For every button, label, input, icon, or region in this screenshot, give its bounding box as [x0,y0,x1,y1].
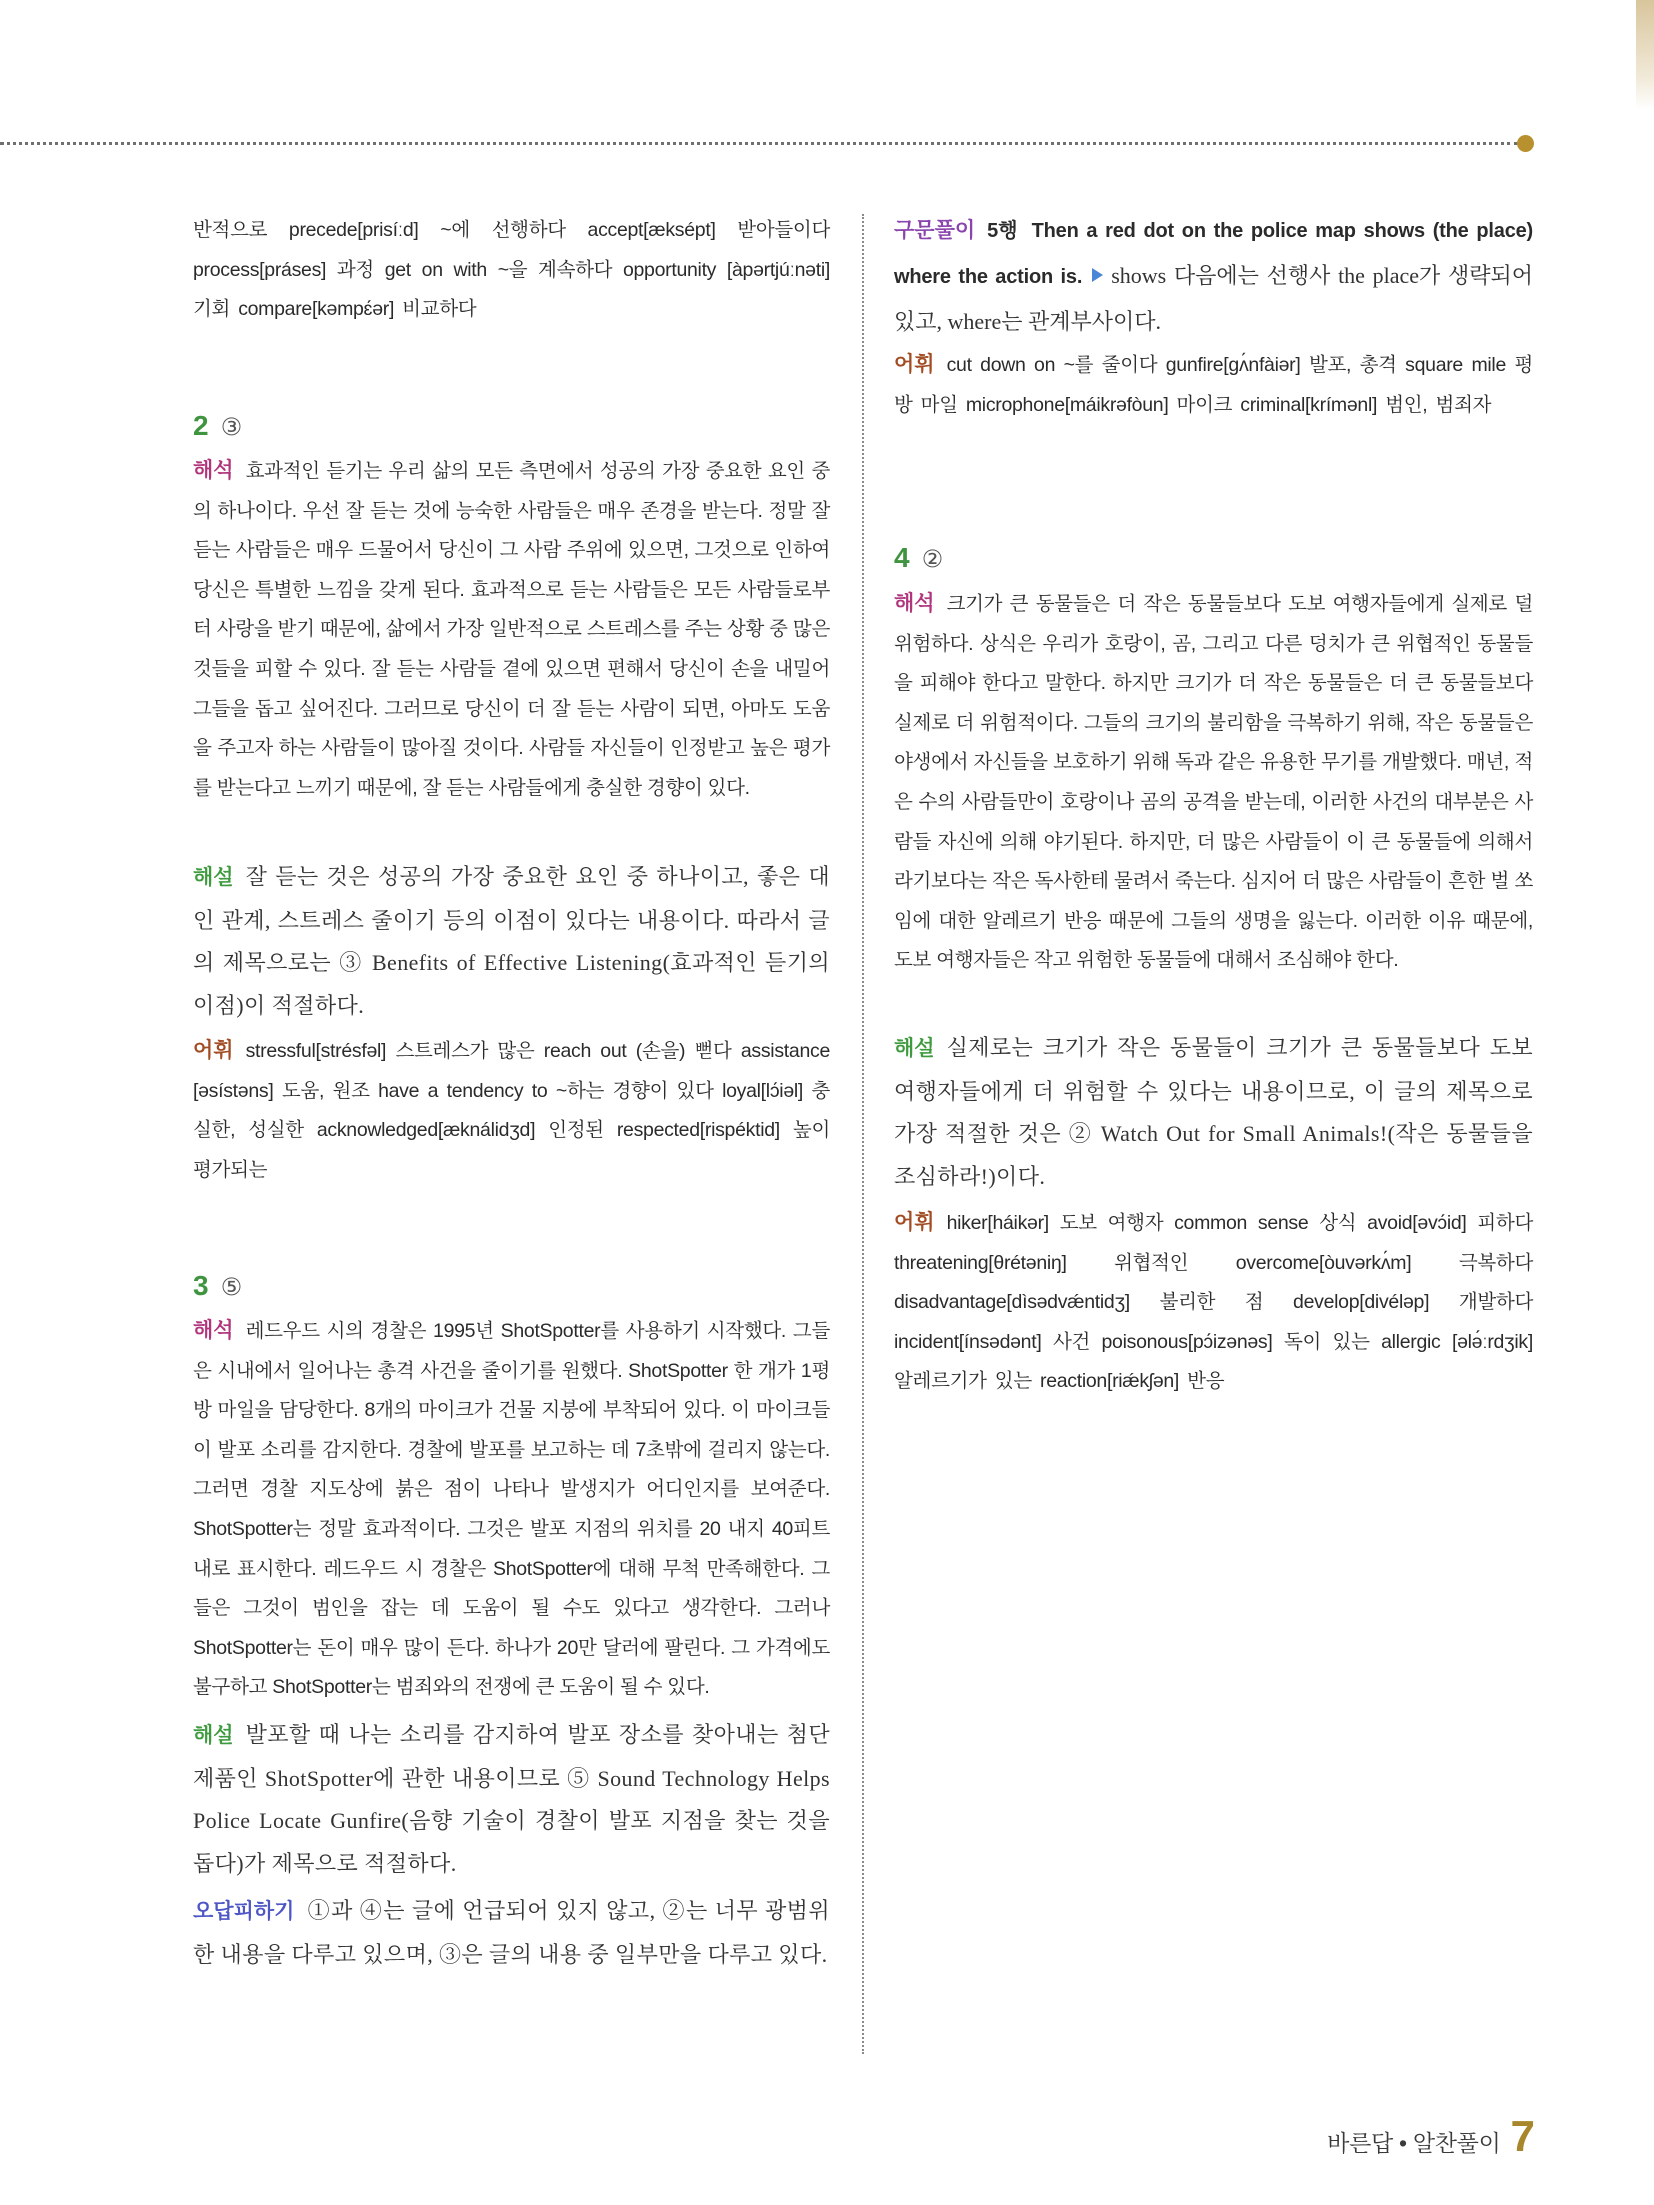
carryover-vocabulary [193,211,830,330]
translation-label: 해석 [193,1319,234,1342]
question-4-heading [894,542,943,580]
question-number: 3 [193,1270,209,1301]
q2-vocabulary [193,1031,830,1190]
book-title: 바른답 • 알찬풀이 [1327,2130,1501,2156]
answer-choice: ③ [220,414,243,441]
page-number: 7 [1510,2112,1535,2161]
column-divider [862,214,864,2054]
q4-vocabulary [894,1203,1533,1402]
page-edge-tab [1636,0,1654,110]
q4-vocabulary-text: hiker[háikər] 도보 여행자 common sense 상식 avoid[əvɔ́id] 피하다 threatening[θrétəniŋ] 위협적인 overcome[òuvərkʌ́m] 극복하다 disadvantage[dìsədvǽntidʒ] 불리한 점 develop[divéləp] 개발하다 incident[ínsədənt] 사건 poisonous[pɔ́izənəs] 독이 있는 allergic [ələ́ːrdʒik] 알레르기가 있는 reaction[riǽkʃən] 반응 [894,1212,1533,1393]
q2-translation [193,451,830,808]
q4-explanation [894,1027,1533,1198]
question-number: 4 [894,542,910,573]
q3-vocabulary [894,345,1533,425]
syntax-sentence: Then a red dot on the police map shows (the place) where the action is. [894,220,1533,288]
q3-explanation-text: 발포할 때 나는 소리를 감지하여 발포 장소를 찾아내는 첨단 제품인 ShotSpotter에 관한 내용이므로 ⑤ Sound Technology Helps Police Locate Gunfire(음향 기술이 경찰이 발포 지점을 찾는 것을 돕다)가 제목으로 적절하다. [193,1722,830,1876]
q3-avoid-wrong-answer-text: ①과 ④는 글에 언급되어 있지 않고, ②는 너무 광범위한 내용을 다루고 있으며, ③은 글의 내용 중 일부만을 다루고 있다. [193,1898,830,1967]
explanation-label: 해설 [193,1724,234,1747]
answer-choice: ② [921,546,944,573]
avoid-wrong-answer-label: 오답피하기 [193,1900,295,1923]
syntax-note: shows 다음에는 선행사 the place가 생략되어 있고, where는 관계부사이다. [894,262,1533,334]
q2-explanation-text: 잘 듣는 것은 성공의 가장 중요한 요인 중 하나이고, 좋은 대인 관계, 스트레스 줄이기 등의 이점이 있다는 내용이다. 따라서 글의 제목으로는 ③ Benefits of Effective Listening(효과적인 듣기의 이점)이 적절하다. [193,864,830,1018]
answer-choice: ⑤ [220,1274,243,1301]
q3-syntax [894,210,1533,346]
carryover-vocabulary-text: 반적으로 precede[prisíːd] ~에 선행하다 accept[æksépt] 받아들이다 process[práses] 과정 get on with ~을 계속하다 opportunity [àpərtjúːnəti] 기회 compare[kəmpɛ́ər] 비교하다 [193,219,830,321]
q4-translation-text: 크기가 큰 동물들은 더 작은 동물들보다 도보 여행자들에게 실제로 덜 위험하다. 상식은 우리가 호랑이, 곰, 그리고 다른 덩치가 큰 위협적인 동물들을 피해야 한다고 말한다. 하지만 크기가 더 작은 동물들은 더 큰 동물들보다 실제로 더 위험적이다. 그들의 크기의 불리함을 극복하기 위해, 작은 동물들은 야생에서 자신들을 보호하기 위해 독과 같은 유용한 무기를 개발했다. 매년, 적은 수의 사람들만이 호랑이나 곰의 공격을 받는데, 이러한 사건의 대부분은 사람들 자신에 의해 야기된다. 하지만, 더 많은 사람들이 이 큰 동물들에 의해서라기보다는 작은 독사한테 물려서 죽는다. 심지어 더 많은 사람들이 흔한 벌 쏘임에 대한 알레르기 반응 때문에 그들의 생명을 잃는다. 이러한 이유 때문에, 도보 여행자들은 작고 위험한 동물들에 대해서 조심해야 한다. [894,593,1533,972]
right-column [894,0,1533,2205]
question-2-heading [193,410,242,448]
explanation-label: 해설 [193,866,234,889]
q4-explanation-text: 실제로는 크기가 작은 동물들이 크기가 큰 동물들보다 도보 여행자들에게 더 위험할 수 있다는 내용이므로, 이 글의 제목으로 가장 적절한 것은 ② Watch Out for Small Animals!(작은 동물들을 조심하라!)이다. [894,1035,1533,1189]
q3-translation [193,1311,830,1708]
q3-explanation [193,1714,830,1885]
vocabulary-label: 어휘 [894,353,935,376]
syntax-label: 구문풀이 [894,219,976,242]
arrow-right-icon [1092,268,1103,282]
page-footer [1260,2112,1535,2162]
translation-label: 해석 [894,592,935,615]
syntax-line-ref: 5행 [987,220,1018,242]
q3-avoid-wrong-answer [193,1890,830,1976]
question-number: 2 [193,410,209,441]
q3-translation-text: 레드우드 시의 경찰은 1995년 ShotSpotter를 사용하기 시작했다. 그들은 시내에서 일어나는 총격 사건을 줄이기를 원했다. ShotSpotter 한 개가 1평방 마일을 담당한다. 8개의 마이크가 건물 지붕에 부착되어 있다. 이 마이크들이 발포 소리를 감지한다. 경찰에 발포를 보고하는 데 7초밖에 걸리지 않는다. 그러면 경찰 지도상에 붉은 점이 나타나 발생지가 어디인지를 보여준다. ShotSpotter는 정말 효과적이다. 그것은 발포 지점의 위치를 20 내지 40피트 내로 표시한다. 레드우드 시 경찰은 ShotSpotter에 대해 무척 만족해한다. 그들은 그것이 범인을 잡는 데 도움이 될 수도 있다고 생각한다. 그러나 ShotSpotter는 돈이 매우 많이 든다. 하나가 20만 달러에 팔린다. 그 가격에도 불구하고 ShotSpotter는 범죄와의 전쟁에 큰 도움이 될 수 있다. [193,1320,830,1699]
translation-label: 해석 [193,459,234,482]
q3-vocabulary-text: cut down on ~를 줄이다 gunfire[gʌ́nfàiər] 발포, 총격 square mile 평방 마일 microphone[máikrəfòun] 마이크 criminal[krímənl] 범인, 범죄자 [894,354,1533,416]
left-column [193,0,830,2205]
q2-translation-text: 효과적인 듣기는 우리 삶의 모든 측면에서 성공의 가장 중요한 요인 중의 하나이다. 우선 잘 듣는 것에 능숙한 사람들은 매우 존경을 받는다. 정말 잘 듣는 사람들은 매우 드물어서 당신이 그 사람 주위에 있으면, 그것으로 인하여 당신은 특별한 느낌을 갖게 된다. 효과적으로 듣는 사람들은 모든 사람들로부터 사랑을 받기 때문에, 삶에서 가장 일반적으로 스트레스를 주는 상황 중 많은 것들을 피할 수 있다. 잘 듣는 사람들 곁에 있으면 편해서 당신이 손을 내밀어 그들을 돕고 싶어진다. 그러므로 당신이 더 잘 듣는 사람이 되면, 아마도 도움을 주고자 하는 사람들이 많아질 것이다. 사람들 자신들이 인정받고 높은 평가를 받는다고 느끼기 때문에, 잘 듣는 사람들에게 충실한 경향이 있다. [193,460,830,799]
q4-translation [894,584,1533,981]
explanation-label: 해설 [894,1037,935,1060]
vocabulary-label: 어휘 [894,1211,935,1234]
vocabulary-label: 어휘 [193,1039,234,1062]
question-3-heading [193,1270,242,1308]
q2-vocabulary-text: stressful[strésfəl] 스트레스가 많은 reach out (손을) 뻗다 assistance [əsístəns] 도움, 원조 have a tendency to ~하는 경향이 있다 loyal[lɔ́iəl] 충실한, 성실한 acknowledged[æknálidʒd] 인정된 respected[rispéktid] 높이 평가되는 [193,1040,830,1181]
q2-explanation [193,856,830,1027]
